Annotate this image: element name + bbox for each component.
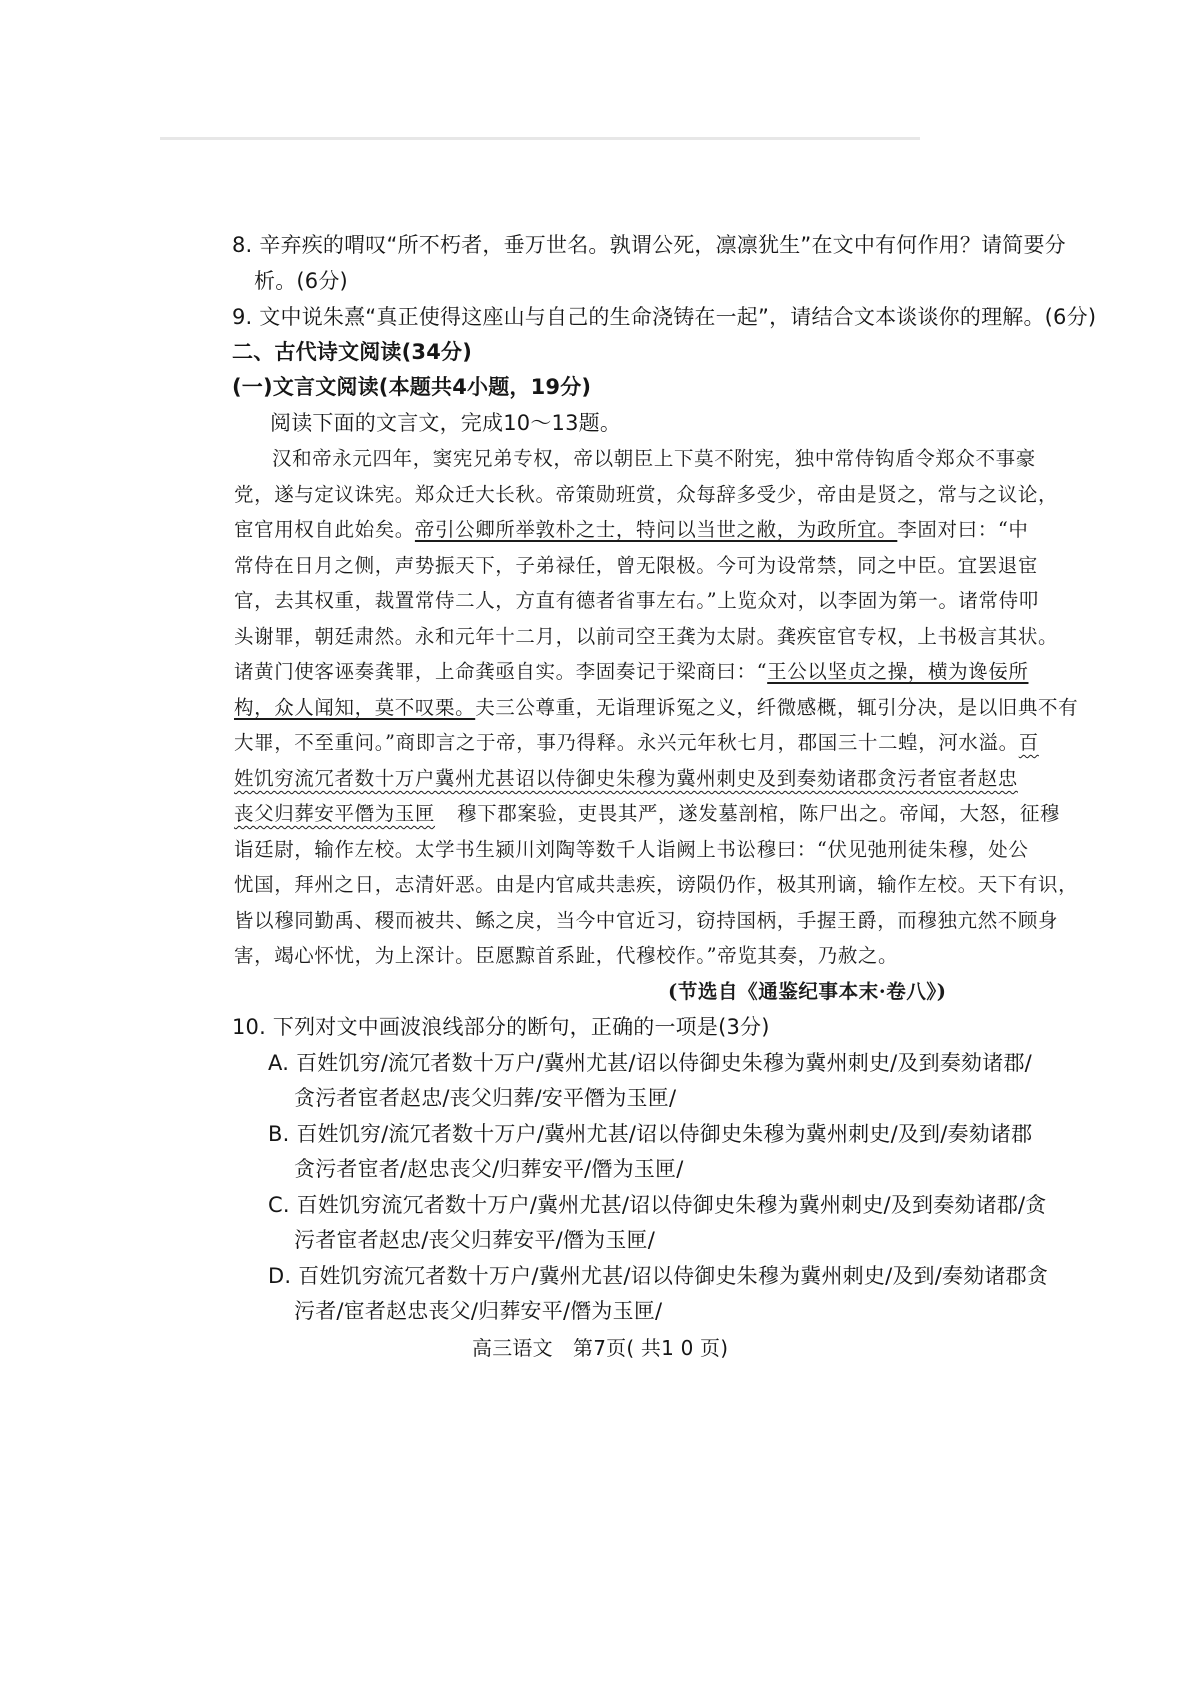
section-heading: 二、古代诗文阅读(34分) — [232, 340, 473, 364]
option-d-line-1: D. 百姓饥穷流冗者数十万户/冀州尤甚/诏以侍御史朱穆为冀州刺史/及到/奏劾诸郡贪 — [268, 1264, 1049, 1288]
passage-line-8 — [234, 695, 1078, 721]
option-a-line-2: 贪污者宦者赵忠/丧父归葬/安平僭为玉匣/ — [294, 1086, 677, 1110]
passage-line-12: 诣廷尉，输作左校。太学书生颍川刘陶等数千人诣阙上书讼穆曰：“伏见弛刑徒朱穆，处公 — [234, 838, 1029, 861]
question-10-stem: 10. 下列对文中画波浪线部分的断句，正确的一项是(3分) — [232, 1015, 770, 1039]
reading-instruction: 阅读下面的文言文，完成10～13题。 — [270, 411, 622, 435]
question-9: 9. 文中说朱熹“真正使得这座山与自己的生命浇铸在一起”，请结合文本谈谈你的理解。(6分) — [232, 305, 1097, 329]
option-c-line-2: 污者宦者赵忠/丧父归葬安平/僭为玉匣/ — [294, 1228, 656, 1252]
question-8-line-1: 8. 辛弃疾的喟叹“所不朽者，垂万世名。孰谓公死，凛凛犹生”在文中有何作用？请简要分 — [232, 233, 1066, 257]
passage-line-10 — [234, 766, 1018, 792]
passage-line-7 — [234, 659, 1028, 685]
option-b-line-1: B. 百姓饥穷/流冗者数十万户/冀州尤甚/诏以侍御史朱穆为冀州刺史/及到/奏劾诸郡 — [268, 1122, 1033, 1146]
section-subheading: (一)文言文阅读(本题共4小题，19分) — [232, 375, 592, 399]
passage-text: 大罪，不至重问。”商即言之于帝，事乃得释。永兴元年秋七月，郡国三十二蝗，河水溢。 — [234, 731, 1019, 754]
wavy-underlined-text: 百 — [1018, 731, 1039, 754]
passage-line-5: 官，去其权重，裁置常侍二人，方直有德者省事左右。”上览众对，以李固为第一。诸常侍叩 — [234, 589, 1039, 612]
option-a-line-1: A. 百姓饥穷/流冗者数十万户/冀州尤甚/诏以侍御史朱穆为冀州刺史/及到奏劾诸郡/ — [268, 1051, 1032, 1075]
passage-text: 李固对曰：“中 — [897, 518, 1029, 541]
passage-line-2: 党，遂与定议诛宪。郑众迁大长秋。帝策勋班赏，众每辞多受少，帝由是贤之，常与之议论， — [234, 483, 1059, 506]
option-d-line-2: 污者/宦者赵忠丧父/归葬安平/僭为玉匣/ — [294, 1299, 663, 1323]
passage-line-6: 头谢罪，朝廷肃然。永和元年十二月，以前司空王龚为太尉。龚疾宦官专权，上书极言其状。 — [234, 625, 1059, 648]
question-8-line-2: 析。(6分) — [254, 269, 348, 293]
passage-text: 诸黄门使客诬奏龚罪，上命龚亟自实。李固奏记于梁商曰：“ — [234, 660, 768, 683]
underlined-sentence: 帝引公卿所举敦朴之士，特问以当世之敝，为政所宜。 — [414, 518, 898, 541]
scan-artifact-line — [160, 137, 920, 140]
wavy-underlined-text: 姓饥穷流冗者数十万户冀州尤甚诏以侍御史朱穆为冀州刺史及到奏劾诸郡贪污者宦者赵忠 — [234, 767, 1018, 790]
passage-line-4: 常侍在日月之侧，声势振天下，子弟禄任，曾无限极。今可为设常禁，同之中臣。宜罢退宦 — [234, 554, 1039, 577]
passage-source: (节选自《通鉴纪事本末·卷八》) — [668, 980, 947, 1003]
passage-text: 夫三公尊重，无诣理诉冤之义，纤微感概，辄引分决，是以旧典不有 — [475, 696, 1079, 719]
passage-line-9 — [234, 730, 1039, 756]
option-b-line-2: 贪污者宦者/赵忠丧父/归葬安平/僭为玉匣/ — [294, 1157, 684, 1181]
passage-text: 穆下郡案验，吏畏其严，遂发墓剖棺，陈尸出之。帝闻，大怒，征穆 — [457, 802, 1061, 825]
wavy-underlined-text: 丧父归葬安平僭为玉匣 — [234, 802, 436, 825]
underlined-sentence: 王公以坚贞之操，横为谗佞所 — [767, 660, 1029, 683]
option-c-line-1: C. 百姓饥穷流冗者数十万户/冀州尤甚/诏以侍御史朱穆为冀州刺史/及到奏劾诸郡/贪 — [268, 1193, 1047, 1217]
passage-line-15: 害，竭心怀忧，为上深计。臣愿黥首系趾，代穆校作。”帝览其奏，乃赦之。 — [234, 944, 899, 967]
passage-line-13: 忧国，拜州之日，志清奸恶。由是内官咸共恚疾，谤陨仍作，极其刑谪，输作左校。天下有识， — [234, 873, 1079, 896]
underlined-sentence: 构，众人闻知，莫不叹栗。 — [234, 696, 476, 719]
passage-line-1: 汉和帝永元四年，窦宪兄弟专权，帝以朝臣上下莫不附宪，独中常侍钩盾令郑众不事豪 — [272, 447, 1036, 470]
passage-line-3 — [234, 517, 1028, 543]
passage-text: 宦官用权自此始矣。 — [234, 518, 415, 541]
passage-line-14: 皆以穆同勤禹、稷而被共、鲧之戾，当今中官近习，窃持国柄，手握王爵，而穆独亢然不顾身 — [234, 909, 1059, 932]
page-footer: 高三语文 第7页( 共1 0 页) — [472, 1336, 729, 1360]
passage-line-11 — [234, 801, 1060, 827]
